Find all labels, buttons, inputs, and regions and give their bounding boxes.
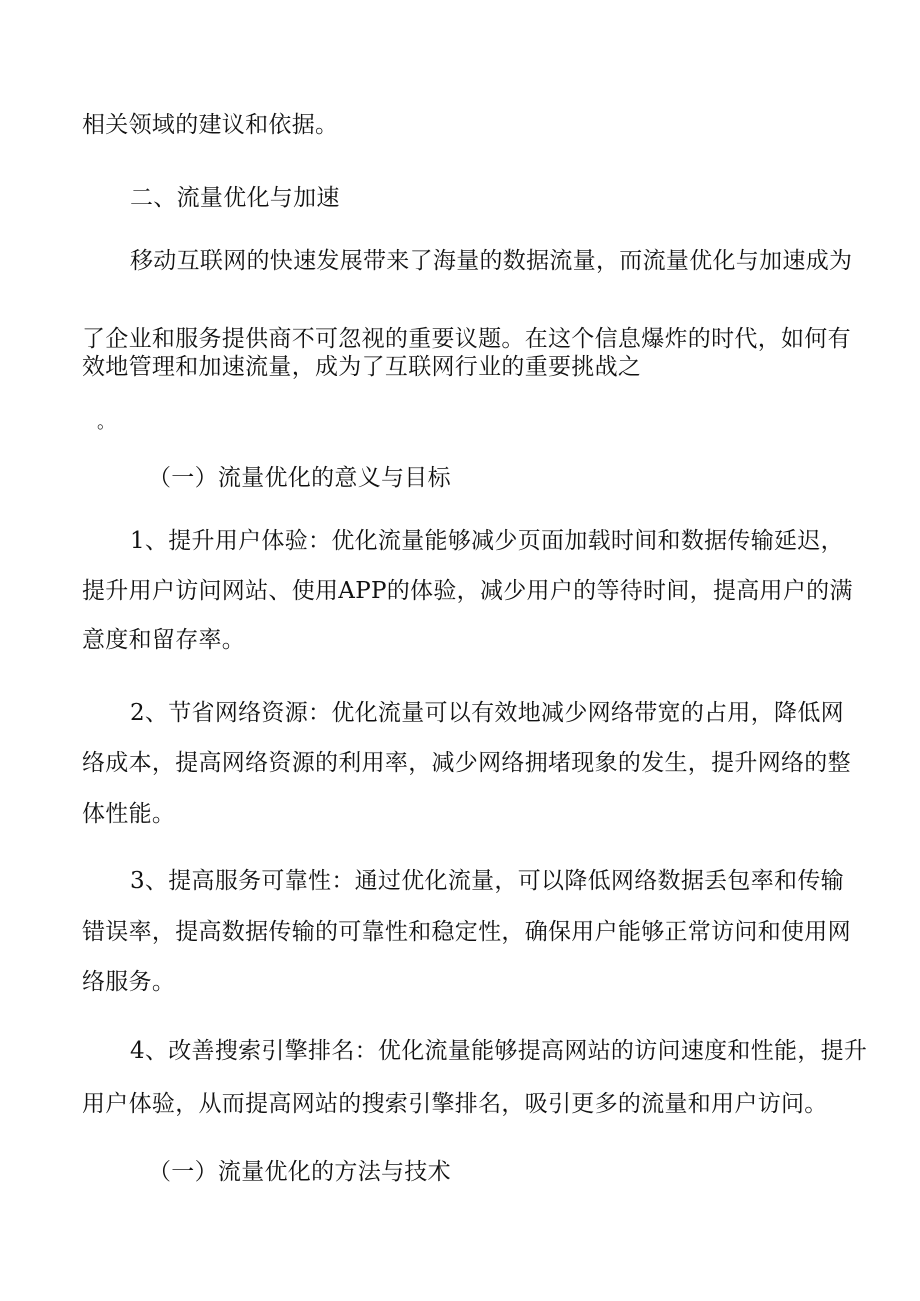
text-line: 了企业和服务提供商不可忽视的重要议题。在这个信息爆炸的时代，如何有 <box>82 326 851 352</box>
subsection-heading: （一）流量优化的方法与技术 <box>148 1159 451 1185</box>
text-line: 移动互联网的快速发展带来了海量的数据流量，而流量优化与加速成为 <box>130 248 853 274</box>
subsection-heading: （一）流量优化的意义与目标 <box>148 465 451 491</box>
text-line: 效地管理和加速流量，成为了互联网行业的重要挑战之 <box>82 354 642 380</box>
section-heading: 二、流量优化与加速 <box>130 185 340 211</box>
text-line: 错误率，提高数据传输的可靠性和稳定性，确保用户能够正常访问和使用网 <box>82 919 851 945</box>
text-line: 3、提高服务可靠性：通过优化流量，可以降低网络数据丢包率和传输 <box>130 868 844 894</box>
text-line: 提升用户访问网站、使用APP的体验，减少用户的等待时间，提高用户的满 <box>82 578 853 604</box>
text-line: 1、提升用户体验：优化流量能够减少页面加载时间和数据传输延迟， <box>130 528 844 554</box>
text-line: 络服务。 <box>82 969 176 995</box>
text-line: 体性能。 <box>82 801 176 827</box>
text-line: 相关领域的建议和依据。 <box>82 112 339 138</box>
text-line: 用户体验，从而提高网站的搜索引擎排名，吸引更多的流量和用户访问。 <box>82 1091 828 1117</box>
text-line: 意度和留存率。 <box>82 627 246 653</box>
text-line: 。 <box>97 412 116 433</box>
text-line: 络成本，提高网络资源的利用率，减少网络拥堵现象的发生，提升网络的整 <box>82 750 851 776</box>
text-line: 2、节省网络资源：优化流量可以有效地减少网络带宽的占用，降低网 <box>130 700 844 726</box>
text-line: 4、改善搜索引擎排名：优化流量能够提高网站的访问速度和性能，提升 <box>130 1038 868 1064</box>
